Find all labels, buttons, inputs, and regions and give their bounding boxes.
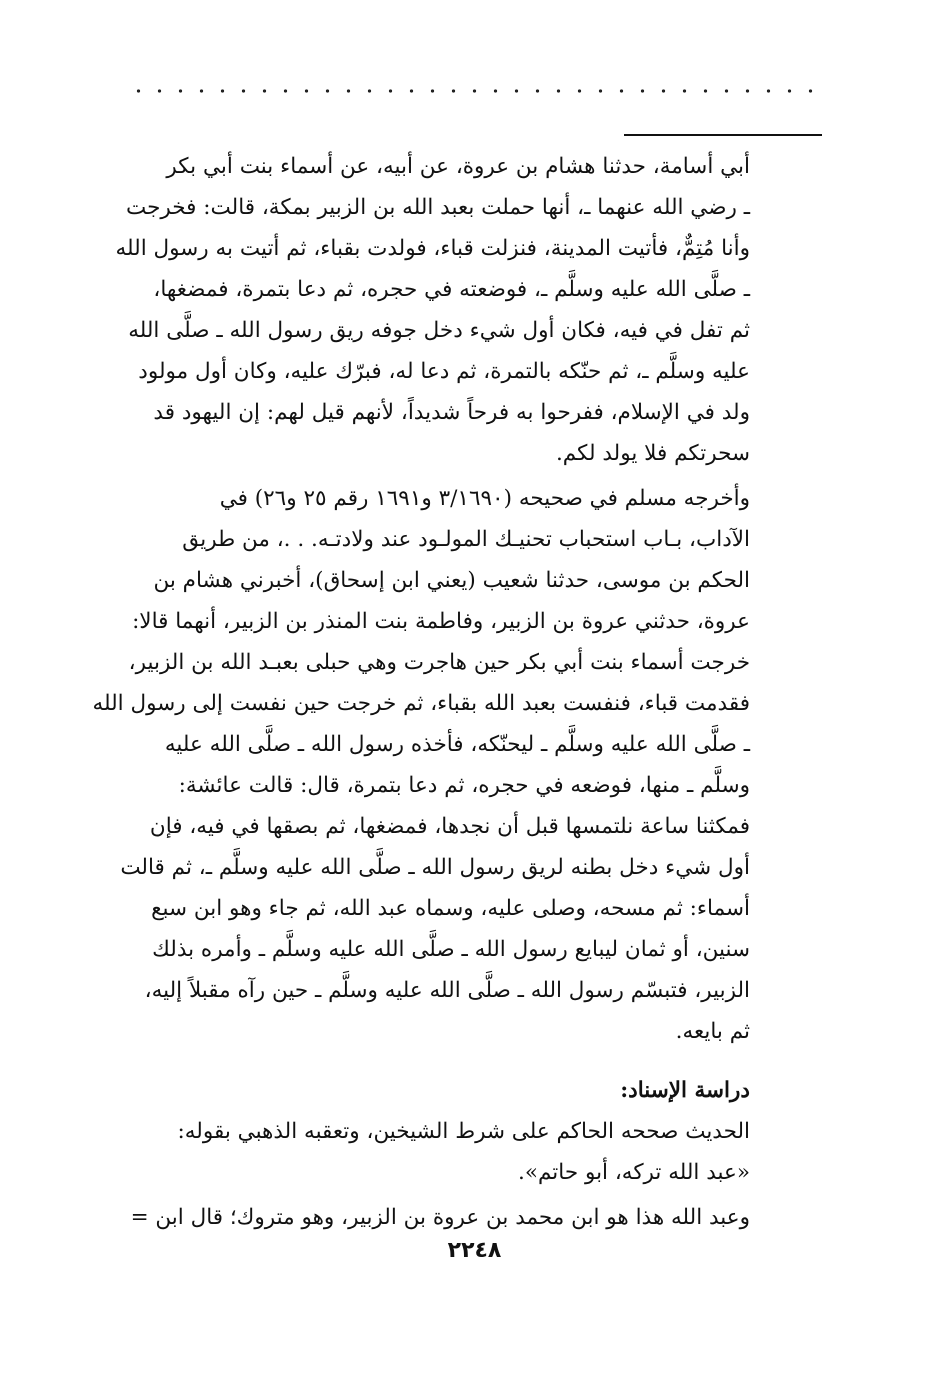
text-line: ثم تفل في فيه، فكان أول شيء دخل جوفه ريق رسول الله ـ صلَّى الله	[128, 318, 750, 343]
text-line: الحكم بن موسى، حدثنا شعيب (يعني ابن إسحاق)، أخبرني هشام بن	[153, 568, 750, 593]
section-heading: دراسة الإسناد:	[620, 1078, 750, 1103]
dotted-header-rule	[128, 88, 822, 94]
text-line: وأنا مُتِمٌّ، فأتيت المدينة، فنزلت قباء، فولدت بقباء، ثم أتيت به رسول الله	[115, 236, 750, 261]
page-body	[92, 146, 750, 1238]
text-line: وأخرجه مسلم في صحيحه (٣/١٦٩٠ و١٦٩١ رقم ٢٥ و٢٦) في	[219, 486, 750, 511]
text-line: أسماء: ثم مسحه، وصلى عليه، وسماه عبد الله، ثم جاء وهو ابن سبع	[151, 896, 750, 921]
text-line: ـ صلَّى الله عليه وسلَّم ـ، فوضعته في حجره، ثم دعا بتمرة، فمضغها،	[153, 277, 750, 302]
paragraph-narrator-note	[124, 1197, 750, 1238]
text-line: فمكثنا ساعة نلتمسها قبل أن نجدها، فمضغها، ثم بصقها في فيه، فإن	[149, 814, 750, 839]
text-line: عروة، حدثني عروة بن الزبير، وفاطمة بنت المنذر بن الزبير، أنهما قالا:	[132, 609, 750, 634]
text-line: وعبد الله هذا هو ابن محمد بن عروة بن الزبير، وهو متروك؛ قال ابن =	[130, 1205, 750, 1230]
text-line: ـ رضي الله عنهما ـ، أنها حملت بعبد الله بن الزبير بمكة، قالت: فخرجت	[126, 195, 750, 220]
text-line: الزبير، فتبسّم رسول الله ـ صلَّى الله عليه وسلَّم ـ حين رآه مقبلاً إليه،	[144, 978, 750, 1003]
text-line: خرجت أسماء بنت أبي بكر حين هاجرت وهي حبلى بعبـد الله بن الزبير،	[128, 650, 750, 675]
text-line: فقدمت قباء، فنفست بعبد الله بقباء، ثم خرجت حين نفست إلى رسول الله	[92, 691, 750, 716]
text-line: الآداب، بـاب استحباب تحنيـك المولـود عند ولادتـه. . .، من طريق	[182, 527, 750, 552]
text-line: عليه وسلَّم ـ، ثم حنّكه بالتمرة، ثم دعا له، فبرّك عليه، وكان أول مولود	[138, 359, 750, 384]
text-line: الحديث صححه الحاكم على شرط الشيخين، وتعقبه الذهبي بقوله:	[177, 1119, 750, 1144]
text-line: سحرتكم فلا يولد لكم.	[555, 441, 750, 466]
page-number: ٢٢٤٨	[447, 1238, 502, 1263]
footnote-separator-rule	[624, 134, 822, 136]
text-line: سنين، أو ثمان ليبايع رسول الله ـ صلَّى الله عليه وسلَّم ـ وأمره بذلك	[152, 937, 750, 962]
text-line: ـ صلَّى الله عليه وسلَّم ـ ليحنّكه، فأخذه رسول الله ـ صلَّى الله عليه	[164, 732, 750, 757]
text-line: ثم بايعه.	[675, 1019, 750, 1044]
text-line: ولد في الإسلام، ففرحوا به فرحاً شديداً، لأنهم قيل لهم: إن اليهود قد	[153, 400, 750, 425]
text-line: أول شيء دخل بطنه لريق رسول الله ـ صلَّى الله عليه وسلَّم ـ، ثم قالت	[120, 855, 750, 880]
paragraph-isnad-study	[124, 1111, 750, 1193]
text-line: وسلَّم ـ منها، فوضعه في حجره، ثم دعا بتمرة، قال: قالت عائشة:	[178, 773, 750, 798]
paragraph-bukhari-text	[115, 146, 750, 474]
text-line: «عبد الله تركه، أبو حاتم».	[518, 1160, 750, 1185]
paragraph-muslim-text	[92, 478, 750, 1052]
text-line: أبي أسامة، حدثنا هشام بن عروة، عن أبيه، عن أسماء بنت أبي بكر	[166, 154, 750, 179]
